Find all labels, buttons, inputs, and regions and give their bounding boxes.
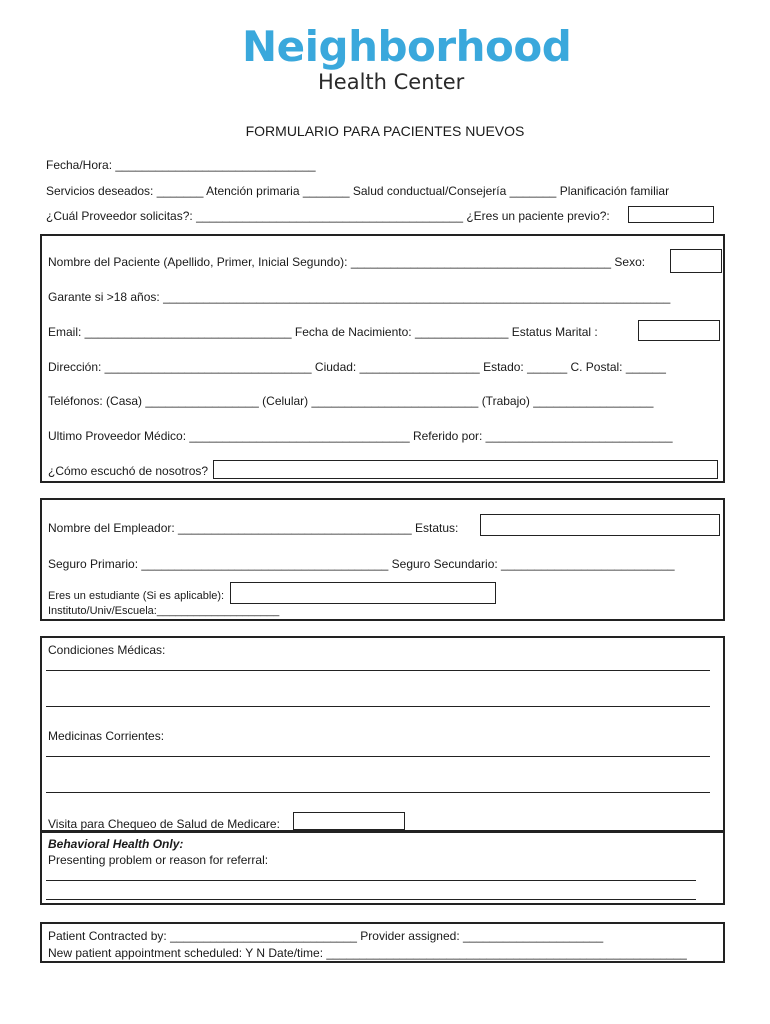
behavioral-heading: Behavioral Health Only: (48, 837, 184, 851)
problem-writing-line[interactable] (46, 880, 696, 881)
email-line: Email: _______________________________ Fecha de Nacimiento: ______________ Estatus Marital : (48, 325, 598, 339)
como-escucho-label: ¿Cómo escuchó de nosotros? (48, 464, 209, 478)
empleador-line: Nombre del Empleador: ___________________________________ Estatus: (48, 521, 459, 535)
problem-writing-line[interactable] (46, 899, 696, 900)
logo-wordmark: Neighborhood (242, 22, 572, 71)
medicinas-writing-line[interactable] (46, 756, 710, 757)
logo-subtitle: Health Center (318, 70, 465, 94)
medicinas-label: Medicinas Corrientes: (48, 729, 165, 743)
fecha-hora-line: Fecha/Hora: ______________________________ (46, 158, 316, 172)
nombre-paciente-line: Nombre del Paciente (Apellido, Primer, Inicial Segundo): _______________________________________ Sexo: (48, 255, 646, 269)
condiciones-writing-line[interactable] (46, 706, 710, 707)
medicinas-writing-line[interactable] (46, 792, 710, 793)
patient-section (40, 234, 725, 483)
appointment-line: New patient appointment scheduled: Y N Date/time: ______________________________________________________ (48, 946, 687, 960)
telefonos-line: Teléfonos: (Casa) _________________ (Celular) _________________________ (Trabajo) __________________ (48, 394, 654, 408)
proveedor-line: ¿Cuál Proveedor solicitas?: ________________________________________ ¿Eres un paciente previo?: (46, 209, 610, 223)
ultimo-proveedor-line: Ultimo Proveedor Médico: _________________________________ Referido por: ____________________________ (48, 429, 673, 443)
paciente-previo-field[interactable] (628, 206, 714, 223)
estudiante-field[interactable] (230, 582, 496, 604)
visita-label: Visita para Chequeo de Salud de Medicare: (48, 817, 280, 831)
estatus-marital-field[interactable] (638, 320, 720, 341)
direccion-line: Dirección: _______________________________ Ciudad: __________________ Estado: ______ C. Postal: ______ (48, 360, 666, 374)
como-escucho-field[interactable] (213, 460, 718, 479)
garante-line: Garante si >18 años: ____________________________________________________________________________ (48, 290, 671, 304)
seguro-line: Seguro Primario: _____________________________________ Seguro Secundario: __________________________ (48, 557, 675, 571)
presenting-problem-label: Presenting problem or reason for referral: (48, 853, 269, 867)
condiciones-writing-line[interactable] (46, 670, 710, 671)
patient-contracted-line: Patient Contracted by: ____________________________ Provider assigned: _____________________ (48, 929, 604, 943)
sexo-field[interactable] (670, 249, 722, 273)
servicios-line: Servicios deseados: _______ Atención primaria _______ Salud conductual/Consejería _______ Planificación familiar (46, 184, 670, 198)
visita-medicare-field[interactable] (293, 812, 405, 830)
estudiante-label: Eres un estudiante (Si es aplicable): (48, 590, 225, 602)
empleador-estatus-field[interactable] (480, 514, 720, 536)
instituto-line: Instituto/Univ/Escuela:____________________ (48, 605, 280, 617)
condiciones-label: Condiciones Médicas: (48, 643, 166, 657)
form-title: FORMULARIO PARA PACIENTES NUEVOS (245, 123, 525, 139)
